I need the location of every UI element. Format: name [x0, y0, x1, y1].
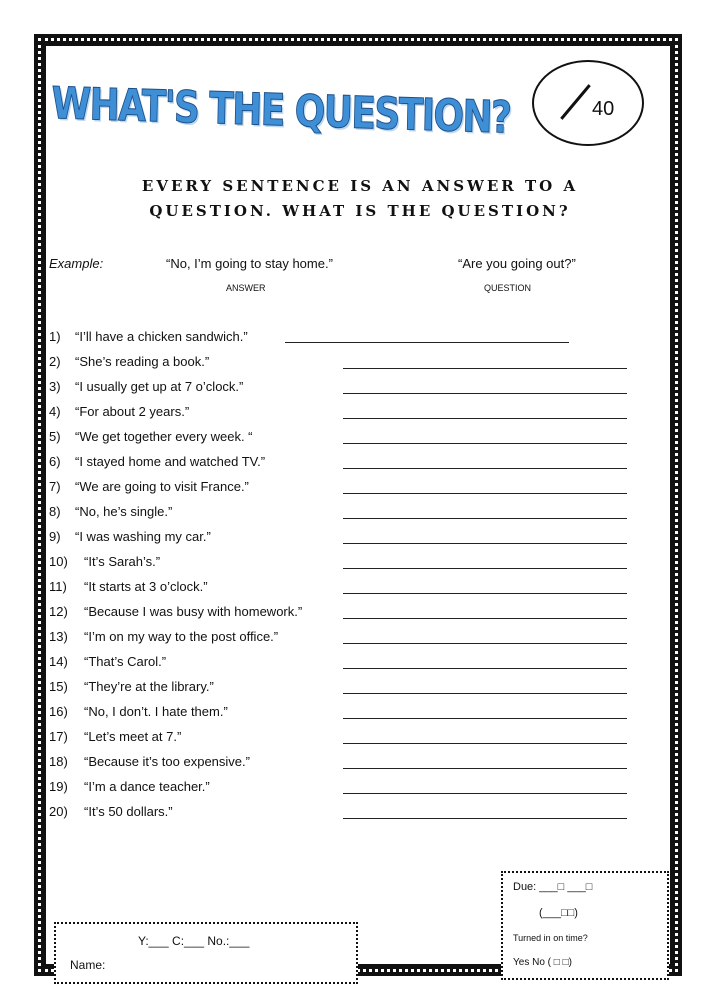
item-number: 16): [49, 704, 68, 719]
item-number: 13): [49, 629, 68, 644]
answer-line[interactable]: [343, 393, 627, 394]
item-answer: “It’s 50 dollars.”: [84, 804, 173, 819]
answer-line[interactable]: [343, 668, 627, 669]
item-number: 9): [49, 529, 61, 544]
yes-no-options: Yes No ( □ □): [513, 957, 572, 968]
item-answer: “I stayed home and watched TV.”: [75, 454, 266, 469]
instruction-line-1: EVERY SENTENCE IS AN ANSWER TO A: [141, 177, 579, 195]
list-item: [49, 354, 649, 379]
example-question: “Are you going out?”: [458, 256, 576, 271]
list-item: [49, 679, 649, 704]
item-answer: “I’ll have a chicken sandwich.”: [75, 329, 248, 344]
item-number: 11): [49, 579, 67, 594]
item-number: 14): [49, 654, 68, 669]
item-number: 6): [49, 454, 61, 469]
item-number: 5): [49, 429, 61, 444]
list-item: [49, 804, 649, 829]
answer-line[interactable]: [343, 543, 627, 544]
item-answer: “They’re at the library.”: [84, 679, 214, 694]
list-item: [49, 479, 649, 504]
item-answer: “It starts at 3 o’clock.”: [84, 579, 208, 594]
list-item: [49, 704, 649, 729]
list-item: [49, 754, 649, 779]
list-item: [49, 604, 649, 629]
student-info-box: [54, 922, 358, 984]
item-number: 20): [49, 804, 68, 819]
item-answer: “For about 2 years.”: [75, 404, 190, 419]
item-answer: “I’m on my way to the post office.”: [84, 629, 279, 644]
list-item: [49, 579, 649, 604]
item-answer: “That’s Carol.”: [84, 654, 167, 669]
answer-line[interactable]: [343, 368, 627, 369]
answer-line[interactable]: [343, 443, 627, 444]
score-circle: [532, 60, 644, 146]
answer-caption: ANSWER: [226, 283, 266, 293]
item-number: 1): [49, 329, 61, 344]
list-item: [49, 429, 649, 454]
list-item: [49, 554, 649, 579]
due-date: Due: ___□ ___□: [513, 881, 593, 893]
due-date-box: [501, 871, 669, 980]
item-number: 19): [49, 779, 68, 794]
example-answer: “No, I’m going to stay home.”: [166, 256, 333, 271]
answer-line[interactable]: [343, 718, 627, 719]
item-answer: “I was washing my car.”: [75, 529, 211, 544]
question-list: [49, 329, 649, 829]
item-number: 4): [49, 404, 61, 419]
answer-line[interactable]: [343, 793, 627, 794]
list-item: [49, 779, 649, 804]
item-number: 10): [49, 554, 68, 569]
item-number: 18): [49, 754, 68, 769]
example-label: Example:: [49, 256, 104, 271]
answer-line[interactable]: [285, 342, 569, 343]
list-item: [49, 529, 649, 554]
item-number: 2): [49, 354, 61, 369]
answer-line[interactable]: [343, 568, 627, 569]
answer-line[interactable]: [343, 518, 627, 519]
worksheet-title: WHAT'S THE QUESTION?: [50, 78, 511, 144]
answer-line[interactable]: [343, 468, 627, 469]
score-total: 40: [592, 98, 615, 120]
answer-line[interactable]: [343, 593, 627, 594]
answer-line[interactable]: [343, 493, 627, 494]
item-number: 17): [49, 729, 68, 744]
item-number: 15): [49, 679, 68, 694]
item-answer: “Let’s meet at 7.”: [84, 729, 182, 744]
answer-line[interactable]: [343, 693, 627, 694]
due-day: (___□□): [539, 907, 578, 919]
name-label: Name:: [70, 958, 106, 972]
answer-line[interactable]: [343, 418, 627, 419]
item-answer: “No, he’s single.”: [75, 504, 173, 519]
item-answer: “It’s Sarah’s.”: [84, 554, 161, 569]
list-item: [49, 654, 649, 679]
item-number: 12): [49, 604, 68, 619]
question-caption: QUESTION: [484, 283, 532, 293]
year-class-number: Y:___ C:___ No.:___: [138, 934, 250, 948]
instruction-line-2: QUESTION. WHAT IS THE QUESTION?: [149, 202, 571, 220]
list-item: [49, 404, 649, 429]
list-item: [49, 379, 649, 404]
item-answer: “I usually get up at 7 o’clock.”: [75, 379, 244, 394]
item-answer: “I’m a dance teacher.”: [84, 779, 210, 794]
list-item: [49, 504, 649, 529]
score-slash: [560, 84, 591, 120]
item-answer: “Because I was busy with homework.”: [84, 604, 303, 619]
answer-line[interactable]: [343, 643, 627, 644]
item-answer: “She’s reading a book.”: [75, 354, 210, 369]
item-answer: “No, I don’t. I hate them.”: [84, 704, 228, 719]
item-number: 7): [49, 479, 61, 494]
list-item: [49, 629, 649, 654]
item-number: 8): [49, 504, 61, 519]
answer-line[interactable]: [343, 618, 627, 619]
answer-line[interactable]: [343, 768, 627, 769]
item-answer: “We get together every week. “: [75, 429, 253, 444]
item-number: 3): [49, 379, 61, 394]
list-item: [49, 454, 649, 479]
turned-in-label: Turned in on time?: [513, 933, 588, 943]
list-item: [49, 329, 649, 354]
item-answer: “Because it’s too expensive.”: [84, 754, 250, 769]
item-answer: “We are going to visit France.”: [75, 479, 249, 494]
answer-line[interactable]: [343, 818, 627, 819]
list-item: [49, 729, 649, 754]
answer-line[interactable]: [343, 743, 627, 744]
